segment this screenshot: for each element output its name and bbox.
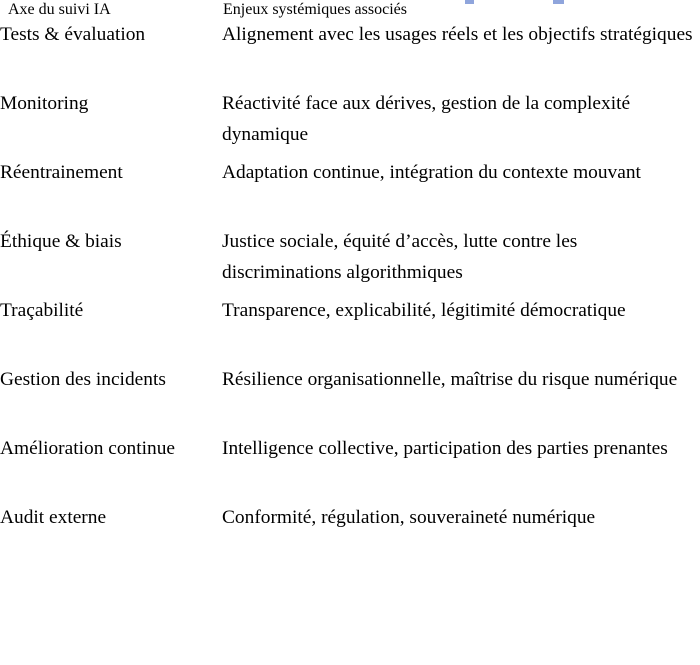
table-row bbox=[0, 296, 700, 365]
table-header-row bbox=[0, 0, 700, 20]
table-row bbox=[0, 434, 700, 503]
cell-issue: Intelligence collective, participation des parties prenantes bbox=[222, 438, 668, 459]
table-body bbox=[0, 20, 700, 563]
cell-axis: Amélioration continue bbox=[0, 438, 176, 459]
cell-issue: Résilience organisationnelle, maîtrise du risque numérique bbox=[222, 369, 678, 390]
table-row bbox=[0, 503, 700, 563]
table-row bbox=[0, 89, 700, 158]
cell-axis: Gestion des incidents bbox=[0, 369, 166, 390]
cell-axis: Monitoring bbox=[0, 93, 89, 114]
cell-axis: Éthique & biais bbox=[0, 231, 122, 252]
cell-axis: Tests & évaluation bbox=[0, 24, 146, 45]
table-row bbox=[0, 227, 700, 296]
cell-issue: Réactivité face aux dérives, gestion de la complexité dynamique bbox=[222, 93, 631, 145]
cell-issue: Alignement avec les usages réels et les objectifs stratégiques bbox=[222, 24, 693, 45]
cell-issue: Adaptation continue, intégration du contexte mouvant bbox=[222, 162, 641, 183]
cell-issue: Justice sociale, équité d’accès, lutte contre les discriminations algorithmiques bbox=[222, 231, 578, 283]
column-header-axis: Axe du suivi IA bbox=[8, 1, 111, 18]
table-row bbox=[0, 158, 700, 227]
table-row bbox=[0, 365, 700, 434]
cell-issue: Conformité, régulation, souveraineté numérique bbox=[222, 507, 596, 528]
cell-issue: Transparence, explicabilité, légitimité démocratique bbox=[222, 300, 626, 321]
cell-axis: Réentrainement bbox=[0, 162, 123, 183]
cell-axis: Traçabilité bbox=[0, 300, 84, 321]
table-row bbox=[0, 20, 700, 89]
cell-axis: Audit externe bbox=[0, 507, 107, 528]
column-header-issue: Enjeux systémiques associés bbox=[223, 1, 407, 18]
